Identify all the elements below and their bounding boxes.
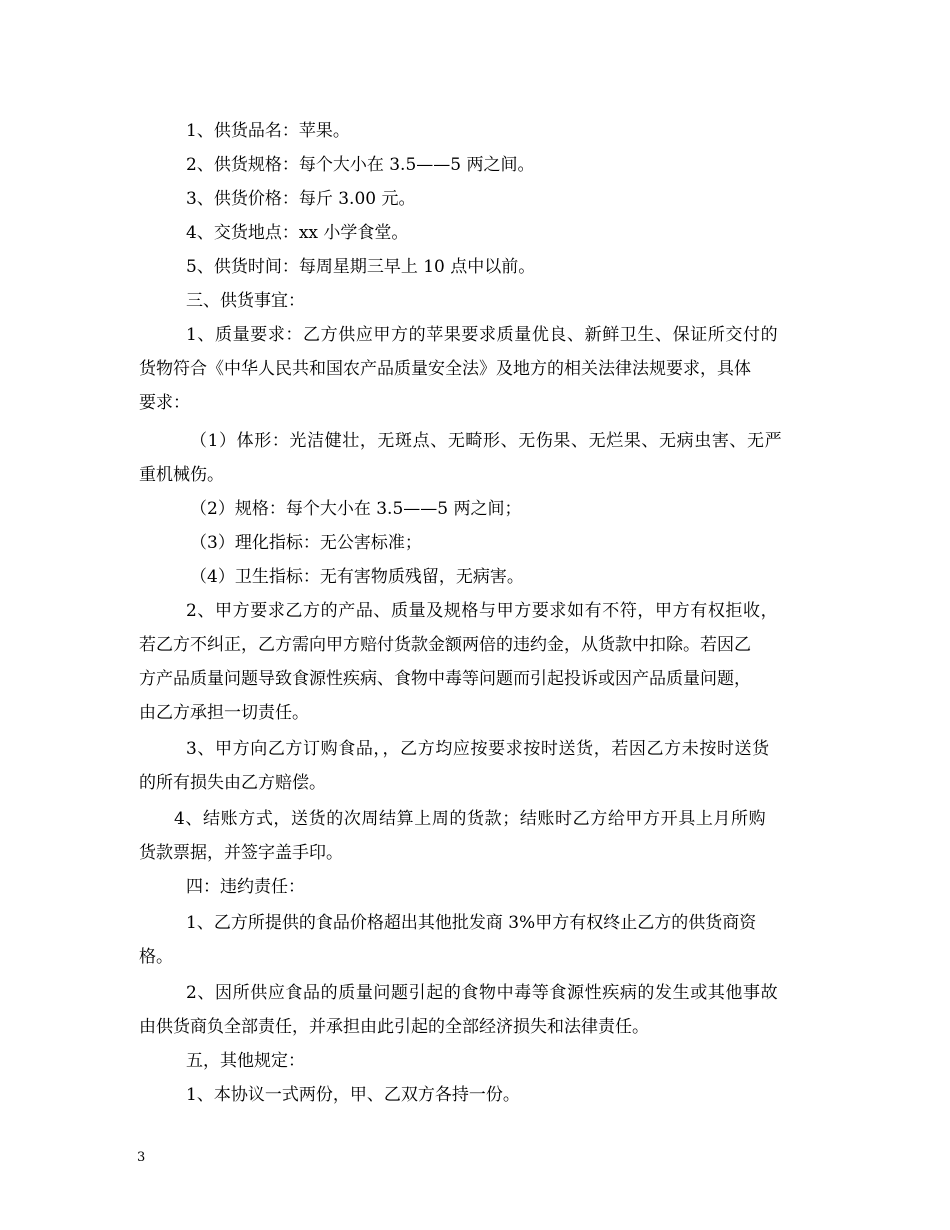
line-19: 3、甲方向乙方订购食品，，乙方均应按要求按时送货，若因乙方未按时送货 [186,739,770,759]
line-4: 4、交货地点：xx 小学食堂。 [186,223,409,243]
line-7: 1、质量要求：乙方供应甲方的苹果要求质量优良、新鲜卫生、保证所交付的 [186,325,779,345]
line-3: 3、供货价格：每斤 3.00 元。 [186,189,416,209]
line-13: （3）理化指标：无公害标准； [190,533,422,553]
line-2: 2、供货规格：每个大小在 3.5——5 两之间。 [186,155,535,175]
line-26: 2、因所供应食品的质量问题引起的食物中毒等食源性疾病的发生或其他事故 [186,983,779,1003]
line-29: 1、本协议一式两份，甲、乙双方各持一份。 [186,1085,520,1105]
line-20: 的所有损失由乙方赔偿。 [139,773,326,793]
line-9: 要求： [139,393,190,413]
line-21: 4、结账方式，送货的次周结算上周的货款；结账时乙方给甲方开具上月所购 [174,809,767,829]
line-5: 5、供货时间：每周星期三早上 10 点中以前。 [186,257,536,277]
line-24: 1、乙方所提供的食品价格超出其他批发商 3%甲方有权终止乙方的供货商资 [186,913,757,933]
section-heading-4: 四：违约责任： [186,877,305,897]
line-8: 货物符合《中华人民共和国农产品质量安全法》及地方的相关法律法规要求，具体 [139,359,751,379]
line-27: 由供货商负全部责任，并承担由此引起的全部经济损失和法律责任。 [139,1017,649,1037]
line-16: 若乙方不纠正，乙方需向甲方赔付货款金额两倍的违约金，从货款中扣除。若因乙 [139,635,751,655]
line-25: 格。 [139,947,173,967]
section-heading-3: 三、供货事宜： [186,291,305,311]
line-15: 2、甲方要求乙方的产品、质量及规格与甲方要求如有不符，甲方有权拒收， [186,601,779,621]
line-1: 1、供货品名：苹果。 [186,121,350,141]
line-22: 货款票据，并签字盖手印。 [139,843,343,863]
line-11: 重机械伤。 [139,465,224,485]
section-heading-5: 五，其他规定： [186,1051,305,1071]
line-17: 方产品质量问题导致食源性疾病、食物中毒等问题而引起投诉或因产品质量问题， [139,669,751,689]
page-number: 3 [137,1150,146,1165]
line-12: （2）规格：每个大小在 3.5——5 两之间； [190,499,522,519]
line-10: （1）体形：光洁健壮，无斑点、无畸形、无伤果、无烂果、无病虫害、无严 [190,431,783,451]
line-14: （4）卫生指标：无有害物质残留，无病害。 [190,567,524,587]
line-18: 由乙方承担一切责任。 [139,703,309,723]
